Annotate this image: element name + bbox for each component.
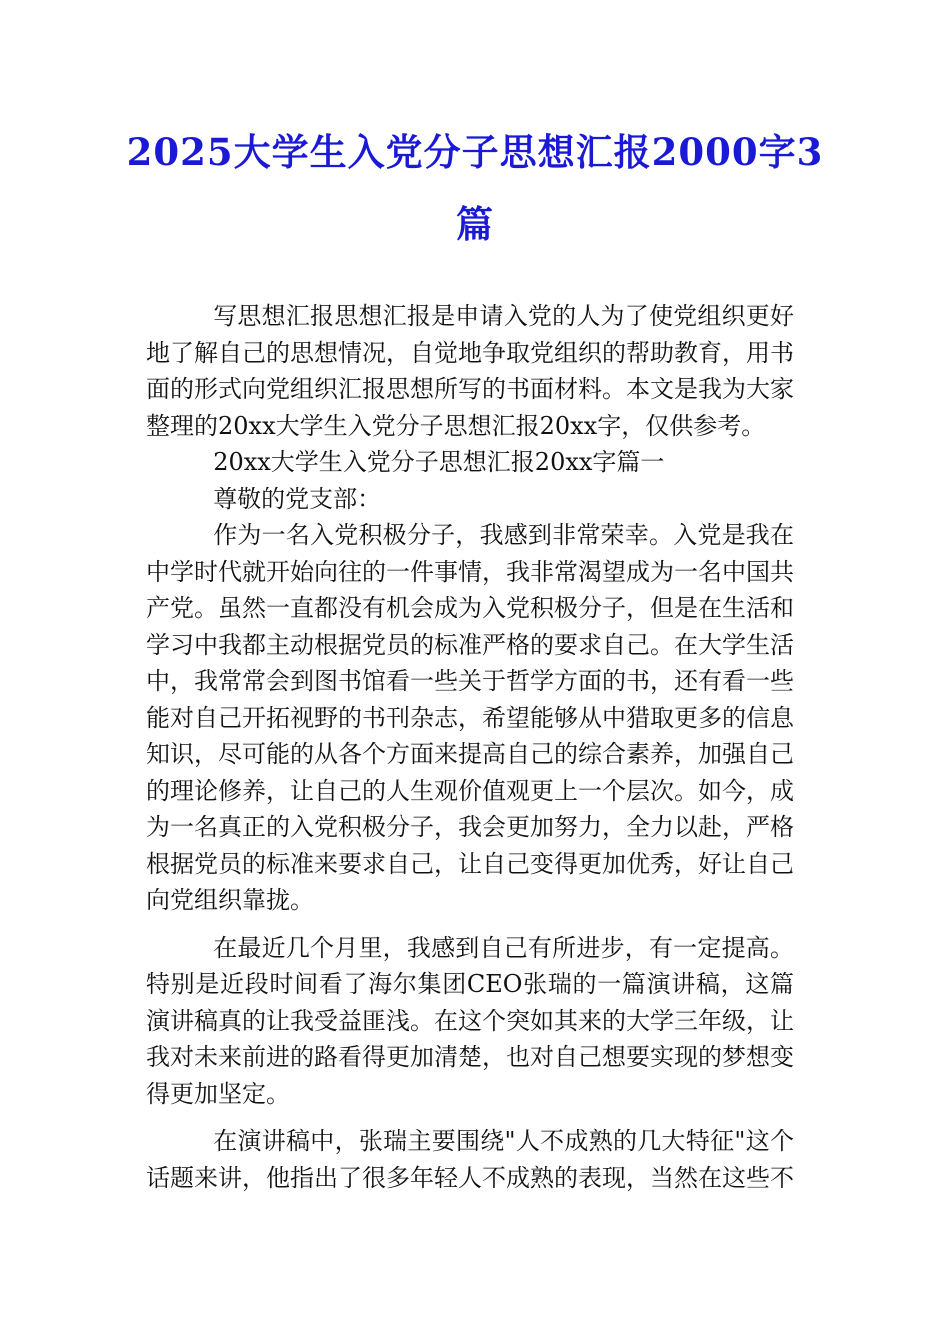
body-paragraph: 作为一名入党积极分子，我感到非常荣幸。入党是我在中学时代就开始向往的一件事情，我非常渴望成为一名中国共产党。虽然一直都没有机会成为入党积极分子，但是在生活和学习中我都主动根据党员的标准严格的要求自己。在大学生活中，我常常会到图书馆看一些关于哲学方面的书，还有看一些能对自己开拓视野的书刊杂志，希望能够从中猎取更多的信息知识，尽可能的从各个方面来提高自己的综合素养，加强自己的理论修养，让自己的人生观价值观更上一个层次。如今，成为一名真正的入党积极分子，我会更加努力，全力以赴，严格根据党员的标准来要求自己，让自己变得更加优秀，好让自己向党组织靠拢。	[146, 521, 794, 914]
document-title-line-2: 篇	[456, 202, 494, 246]
salutation: 尊敬的党支部：	[213, 484, 382, 513]
section-heading: 20xx大学生入党分子思想汇报20xx字篇一	[213, 448, 665, 476]
body-paragraph: 在演讲稿中，张瑞主要围绕"人不成熟的几大特征"这个话题来讲，他指出了很多年轻人不成熟的表现，当然在这些不	[146, 1127, 794, 1192]
document-body	[146, 298, 794, 1196]
document-title-line-1: 2025大学生入党分子思想汇报2000字3	[126, 130, 824, 174]
body-paragraph: 在最近几个月里，我感到自己有所进步，有一定提高。特别是近段时间看了海尔集团CEO张瑞的一篇演讲稿，这篇演讲稿真的让我受益匪浅。在这个突如其来的大学三年级，让我对未来前进的路看得更加清楚，也对自己想要实现的梦想变得更加坚定。	[146, 933, 794, 1108]
intro-paragraph: 写思想汇报思想汇报是申请入党的人为了使党组织更好地了解自己的思想情况，自觉地争取党组织的帮助教育，用书面的形式向党组织汇报思想所写的书面材料。本文是我为大家整理的20xx大学生入党分子思想汇报20xx字，仅供参考。	[146, 302, 794, 440]
